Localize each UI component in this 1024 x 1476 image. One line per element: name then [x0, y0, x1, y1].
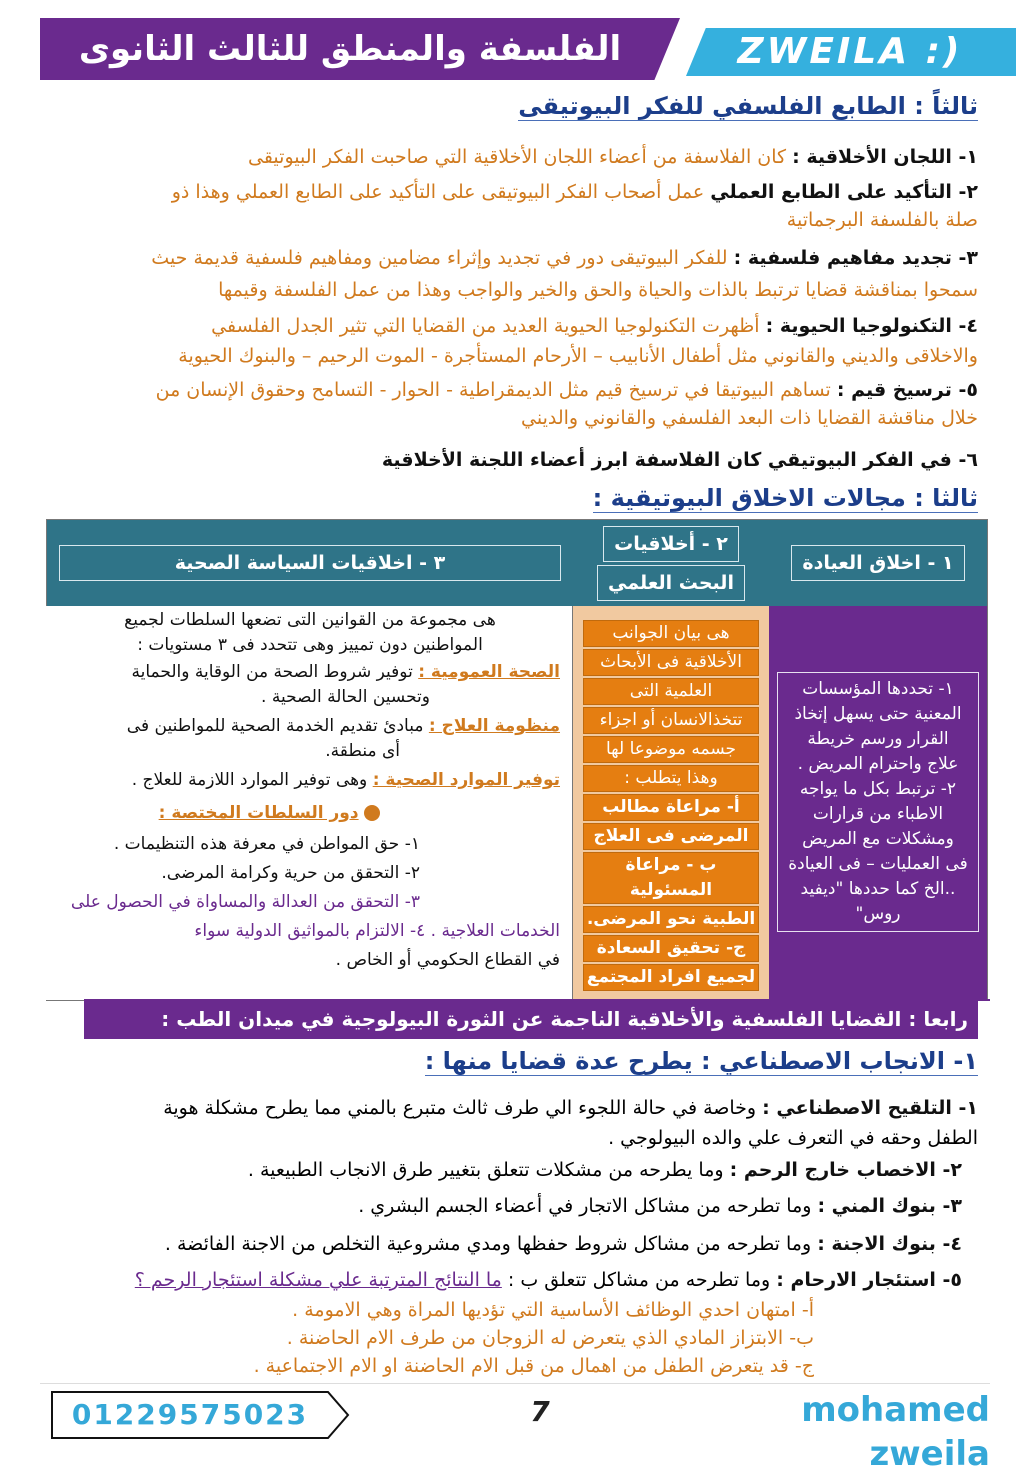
research-line: ب - مراعاة المسئولية [583, 852, 759, 904]
section1-item-3-cont: سمحوا بمناقشة قضايا ترتبط بالذات والحياة والحق والخير والواجب وهذا من عمل الفلسفة وقيمها [218, 279, 978, 301]
policy-level-1: الصحة العمومية : توفير شروط الصحة من الوقاية والحماية [131, 662, 560, 682]
research-line: الأخلاقية فى الأبحاث [583, 649, 759, 676]
page-title: الفلسفة والمنطق للثالث الثانوى [78, 29, 622, 69]
section1-item-1: ١- اللجان الأخلاقية : كان الفلاسفة من أعضاء اللجان الأخلاقية التي صاحبت الفكر البيوتيقى [247, 146, 978, 168]
policy-level-2-cont: أى منطقة. [325, 741, 400, 761]
answer-3: ج- قد يتعرض الطفل من اهمال من قبل الام الحاضنة او الام الاجتماعية . [253, 1355, 814, 1377]
section3-subtitle: ١- الانجاب الاصطناعي : يطرح عدة قضايا منها : [424, 1047, 978, 1075]
research-line: العلمية التى [583, 678, 759, 705]
section3-item-5: ٥- استئجار الارحام : وما تطرحه من مشاكل تتعلق ب : ما النتائج المترتبة علي مشكلة استئجار الرحم ؟ [134, 1269, 962, 1291]
research-line: وهذا يتطلب : [583, 765, 759, 792]
policy-level-3: توفير الموارد الصحية : وهى توفير الموارد اللازمة للعلاج . [131, 770, 560, 790]
page-number: 7 [530, 1395, 550, 1428]
section1-item-4: ٤- التكنولوجيا الحيوية : أظهرت التكنولوجيا الحيوية العديد من القضايا التي تثير الجدل الفلسفي [211, 315, 978, 337]
table-header-research: ٢ - أخلاقيات البحث العلمي [573, 520, 769, 606]
role-title: دور السلطات المختصة : [60, 801, 560, 826]
clinic-text-box: ١- تحددها المؤسسات المعنية حتى يسهل إتخاذ القرار ورسم خريطة علاج واحترام المريض . ٢- ترتبط بكل ما يواجه الاطباء من قرارات ومشكلات مع المريض فى العمليات – فى العيادة ..الخ كما حددها "ديفيد روس" [777, 672, 979, 932]
section3-item-1-cont: الطفل وحقه في التعرف علي والده البيولوجي . [608, 1127, 978, 1149]
policy-intro: المواطنين دون تمييز وهى تتحدد فى ٣ مستويات : [137, 635, 483, 655]
section3-item-2: ٢- الاخصاب خارج الرحم : وما يطرحه من مشكلات تتعلق بتغيير طرق الانجاب الطبيعية . [247, 1159, 962, 1181]
research-line: أ- مراعاة مطالب [583, 794, 759, 821]
research-line: جسمه موضوعا لها [583, 736, 759, 763]
table-cell-research [573, 606, 769, 1000]
research-line: تتخذالانسان أو اجزاء [583, 707, 759, 734]
section1-item-4-cont: والاخلاقى والديني والقانوني مثل أطفال الأنابيب – الأرحام المستأجرة - الموت الرحيم – والبنوك الحيوية [178, 345, 978, 367]
role-item: الخدمات العلاجية . ٤- الالتزام بالمواثيق الدولية سواء [194, 921, 560, 941]
table-cell-clinic [769, 606, 987, 1000]
brand-logo: ZWEILA :) [737, 31, 963, 72]
research-line: لجميع افراد المجتمع [583, 964, 759, 991]
research-line: ج- تحقيق السعادة [583, 935, 759, 962]
footer-phone: 01229575023 [71, 1398, 309, 1431]
table-header-health-policy: ٣ - اخلاقيات السياسة الصحية [47, 520, 573, 606]
role-item: ٣- التحقق من العدالة والمساواة في الحصول على [70, 892, 420, 912]
answer-1: أ- امتهان احدي الوظائف الأساسية التي تؤديها المراة وهي الامومة . [292, 1299, 814, 1321]
section3-title: رابعا : القضايا الفلسفية والأخلاقية الناجمة عن الثورة البيولوجية في ميدان الطب : [84, 999, 978, 1039]
section1-item-5-cont: خلال مناقشة القضايا ذات البعد الفلسفي والقانوني والديني [521, 407, 978, 429]
section1-item-2-cont: صلة بالفلسفة البرجماتية [786, 209, 978, 231]
table-cell-health-policy [46, 606, 573, 1000]
section1-item-3: ٣- تجديد مفاهيم فلسفية : للفكر البيوتيقى دور في تجديد وإثراء مضامين ومفاهيم فلسفية قديمة حيث [151, 247, 978, 269]
section1-title: ثالثاً : الطابع الفلسفي للفكر البيوتيقى [518, 92, 978, 120]
section3-item-3: ٣- بنوك المني : وما تطرحه من مشاكل الاتجار في أعضاء الجسم البشري . [358, 1195, 962, 1217]
role-item: ٢- التحقق من حرية وكرامة المرضى. [161, 863, 420, 883]
section3-item-1: ١- التلقيح الاصطناعي : وخاصة في حالة اللجوء الي طرف ثالث متبرع بالمني مما يطرح مشكلة هوية [163, 1097, 978, 1119]
c-icon [364, 805, 380, 821]
policy-intro: هى مجموعة من القوانين التى تضعها السلطات لجميع [124, 610, 496, 630]
research-line: الطبية نحو المرضى. [583, 906, 759, 933]
section3-item-4: ٤- بنوك الاجنة : وما تطرحه من مشاكل شروط حفظها ومدي مشروعية التخلص من الاجنة الفائضة . [164, 1233, 962, 1255]
role-item: ١- حق المواطن في معرفة هذه التنظيمات . [113, 834, 420, 854]
research-line: هى بيان الجوانب [583, 620, 759, 647]
footer-author: mohamed zweila [801, 1390, 990, 1474]
footer-rule [40, 1383, 990, 1384]
table-header-clinic: ١ - اخلاق العيادة [769, 520, 987, 606]
policy-level-1-cont: وتحسين الحالة الصحية . [261, 687, 430, 707]
section2-title: ثالثا : مجالات الاخلاق البيوتيقية : [592, 484, 978, 512]
research-line: المرضى فى العلاج [583, 823, 759, 850]
ethics-domains-table [46, 519, 988, 1001]
section1-item-5: ٥- ترسيخ قيم : تساهم البيوتيقا في ترسيخ قيم مثل الديمقراطية - الحوار - التسامح وحقوق الإنسان من [155, 379, 978, 401]
section1-item-2: ٢- التأكيد على الطابع العملي عمل أصحاب الفكر البيوتيقى على التأكيد على الطابع العملي وهذا ذو [171, 181, 978, 203]
role-item: في القطاع الحكومي أو الخاص . [335, 950, 560, 970]
answer-2: ب- الابتزاز المادي الذي يتعرض له الزوجان من طرف الام الحاضنة . [286, 1327, 814, 1349]
policy-level-2: منظومة العلاج : مبادئ تقديم الخدمة الصحية للمواطنين فى [126, 716, 560, 736]
section1-item-6: ٦- في الفكر البيوتيقي كان الفلاسفة ابرز أعضاء اللجنة الأخلاقية [381, 449, 978, 471]
